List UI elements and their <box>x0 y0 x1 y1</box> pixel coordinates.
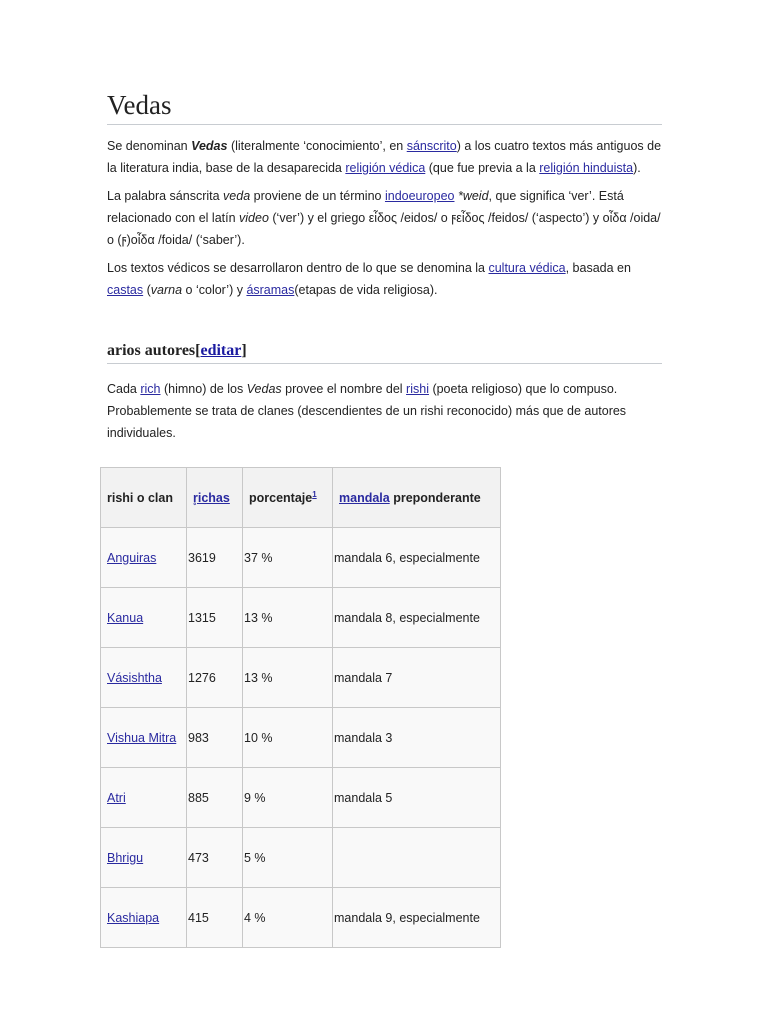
text: , basada en <box>565 261 631 275</box>
clan-link[interactable]: Vishua Mitra <box>107 730 177 745</box>
text: (literalmente ‘conocimiento’, en <box>227 139 407 153</box>
cell-clan <box>101 648 187 708</box>
text: Cada <box>107 382 141 396</box>
table-row <box>101 648 501 708</box>
cell-porcentaje: 37 % <box>243 528 333 588</box>
culture-paragraph <box>107 257 662 301</box>
text: provee el nombre del <box>281 382 407 396</box>
cell-clan <box>101 588 187 648</box>
cell-richas: 1276 <box>187 648 243 708</box>
text: ( <box>143 283 151 297</box>
header-mandala <box>333 468 501 528</box>
text: , que significa ‘ver’. Está relacionado con el latín <box>107 189 624 225</box>
cell-porcentaje: 9 % <box>243 768 333 828</box>
term-weid: *weid <box>454 189 489 203</box>
term-veda: veda <box>223 189 251 203</box>
link-religion-hinduista[interactable]: religión hinduista <box>539 161 634 175</box>
cell-clan <box>101 828 187 888</box>
rishi-clans-table <box>100 467 501 948</box>
cell-mandala <box>333 828 501 888</box>
header-porcentaje <box>243 468 333 528</box>
term-vedas: Vedas <box>246 382 282 396</box>
cell-porcentaje: 13 % <box>243 648 333 708</box>
header-richas <box>187 468 243 528</box>
cell-mandala: mandala 9, especialmente <box>333 888 501 948</box>
cell-richas: 415 <box>187 888 243 948</box>
text: (poeta religioso) que lo compuso. Probablemente se trata de clanes (descendientes de un rishi reconocido) más que de autores individuales. <box>107 382 627 440</box>
table-row <box>101 588 501 648</box>
clan-link[interactable]: Kanua <box>107 610 144 625</box>
cell-mandala: mandala 6, especialmente <box>333 528 501 588</box>
clan-link[interactable]: Kashiapa <box>107 910 160 925</box>
term-vedas: Vedas <box>191 139 228 153</box>
link-rich[interactable]: rich <box>140 382 161 396</box>
section-heading <box>107 340 662 364</box>
table-header-row <box>101 468 501 528</box>
cell-mandala: mandala 7 <box>333 648 501 708</box>
table-row <box>101 768 501 828</box>
cell-porcentaje: 5 % <box>243 828 333 888</box>
clan-link[interactable]: Vásishtha <box>107 670 162 685</box>
clan-link[interactable]: Atri <box>107 790 126 805</box>
header-porcentaje-label: porcentaje <box>249 491 313 506</box>
edit-section-link[interactable]: editar <box>200 342 242 359</box>
clan-link[interactable]: Bhrigu <box>107 850 144 865</box>
text: (‘ver’) y el griego εἶδος /eidos/ o ϝεἶδος /feidos/ (‘aspecto’) y οἶδα /oida/ o (ϝ)οἶδα /foida/ (‘saber’). <box>107 211 661 247</box>
link-religion-vedica[interactable]: religión védica <box>345 161 426 175</box>
cell-porcentaje: 4 % <box>243 888 333 948</box>
cell-clan <box>101 528 187 588</box>
header-richas-link[interactable]: r̥ichas <box>193 490 230 505</box>
text: Se denominan <box>107 139 192 153</box>
cell-porcentaje: 10 % <box>243 708 333 768</box>
cell-richas: 3619 <box>187 528 243 588</box>
section-title: arios autores <box>107 342 196 359</box>
table-row <box>101 528 501 588</box>
cell-porcentaje: 13 % <box>243 588 333 648</box>
term-video: video <box>239 211 269 225</box>
text: proviene de un término <box>250 189 385 203</box>
text: (etapas de vida religiosa). <box>294 283 438 297</box>
cell-richas: 885 <box>187 768 243 828</box>
link-asramas[interactable]: ásramas <box>246 283 295 297</box>
etymology-paragraph <box>107 185 662 251</box>
text: Los textos védicos se desarrollaron dentro de lo que se denomina la <box>107 261 489 275</box>
cell-mandala: mandala 5 <box>333 768 501 828</box>
cell-richas: 1315 <box>187 588 243 648</box>
footnote-link[interactable]: 1 <box>312 489 317 499</box>
cell-clan <box>101 708 187 768</box>
header-mandala-link[interactable]: mandala <box>339 490 390 505</box>
cell-clan <box>101 768 187 828</box>
text: La palabra sánscrita <box>107 189 224 203</box>
bracket: ] <box>241 342 247 359</box>
link-indoeuropeo[interactable]: indoeuropeo <box>384 189 455 203</box>
text: (himno) de los <box>160 382 247 396</box>
header-clan: rishi o clan <box>101 468 187 528</box>
text: ). <box>633 161 641 175</box>
link-rishi[interactable]: rishi <box>406 382 429 396</box>
clan-link[interactable]: Anguiras <box>107 550 157 565</box>
bracket: [ <box>195 342 201 359</box>
table-row <box>101 888 501 948</box>
cell-mandala: mandala 3 <box>333 708 501 768</box>
link-castas[interactable]: castas <box>107 283 144 297</box>
table-row <box>101 828 501 888</box>
cell-richas: 983 <box>187 708 243 768</box>
authors-paragraph <box>107 378 662 444</box>
text: (que fue previa a la <box>425 161 540 175</box>
cell-clan <box>101 888 187 948</box>
term-varna: varna <box>150 283 183 297</box>
link-cultura-vedica[interactable]: cultura védica <box>488 261 566 275</box>
text: ) a los cuatro textos más antiguos de la literatura india, base de la desaparecida <box>107 139 662 175</box>
cell-richas: 473 <box>187 828 243 888</box>
table-row <box>101 708 501 768</box>
cell-mandala: mandala 8, especialmente <box>333 588 501 648</box>
link-sanscrito[interactable]: sánscrito <box>406 139 457 153</box>
article <box>107 88 662 444</box>
text: o ‘color’) y <box>182 283 247 297</box>
intro-paragraph <box>107 135 662 179</box>
header-mandala-label: preponderante <box>389 490 481 505</box>
page-title: Vedas <box>107 88 662 125</box>
